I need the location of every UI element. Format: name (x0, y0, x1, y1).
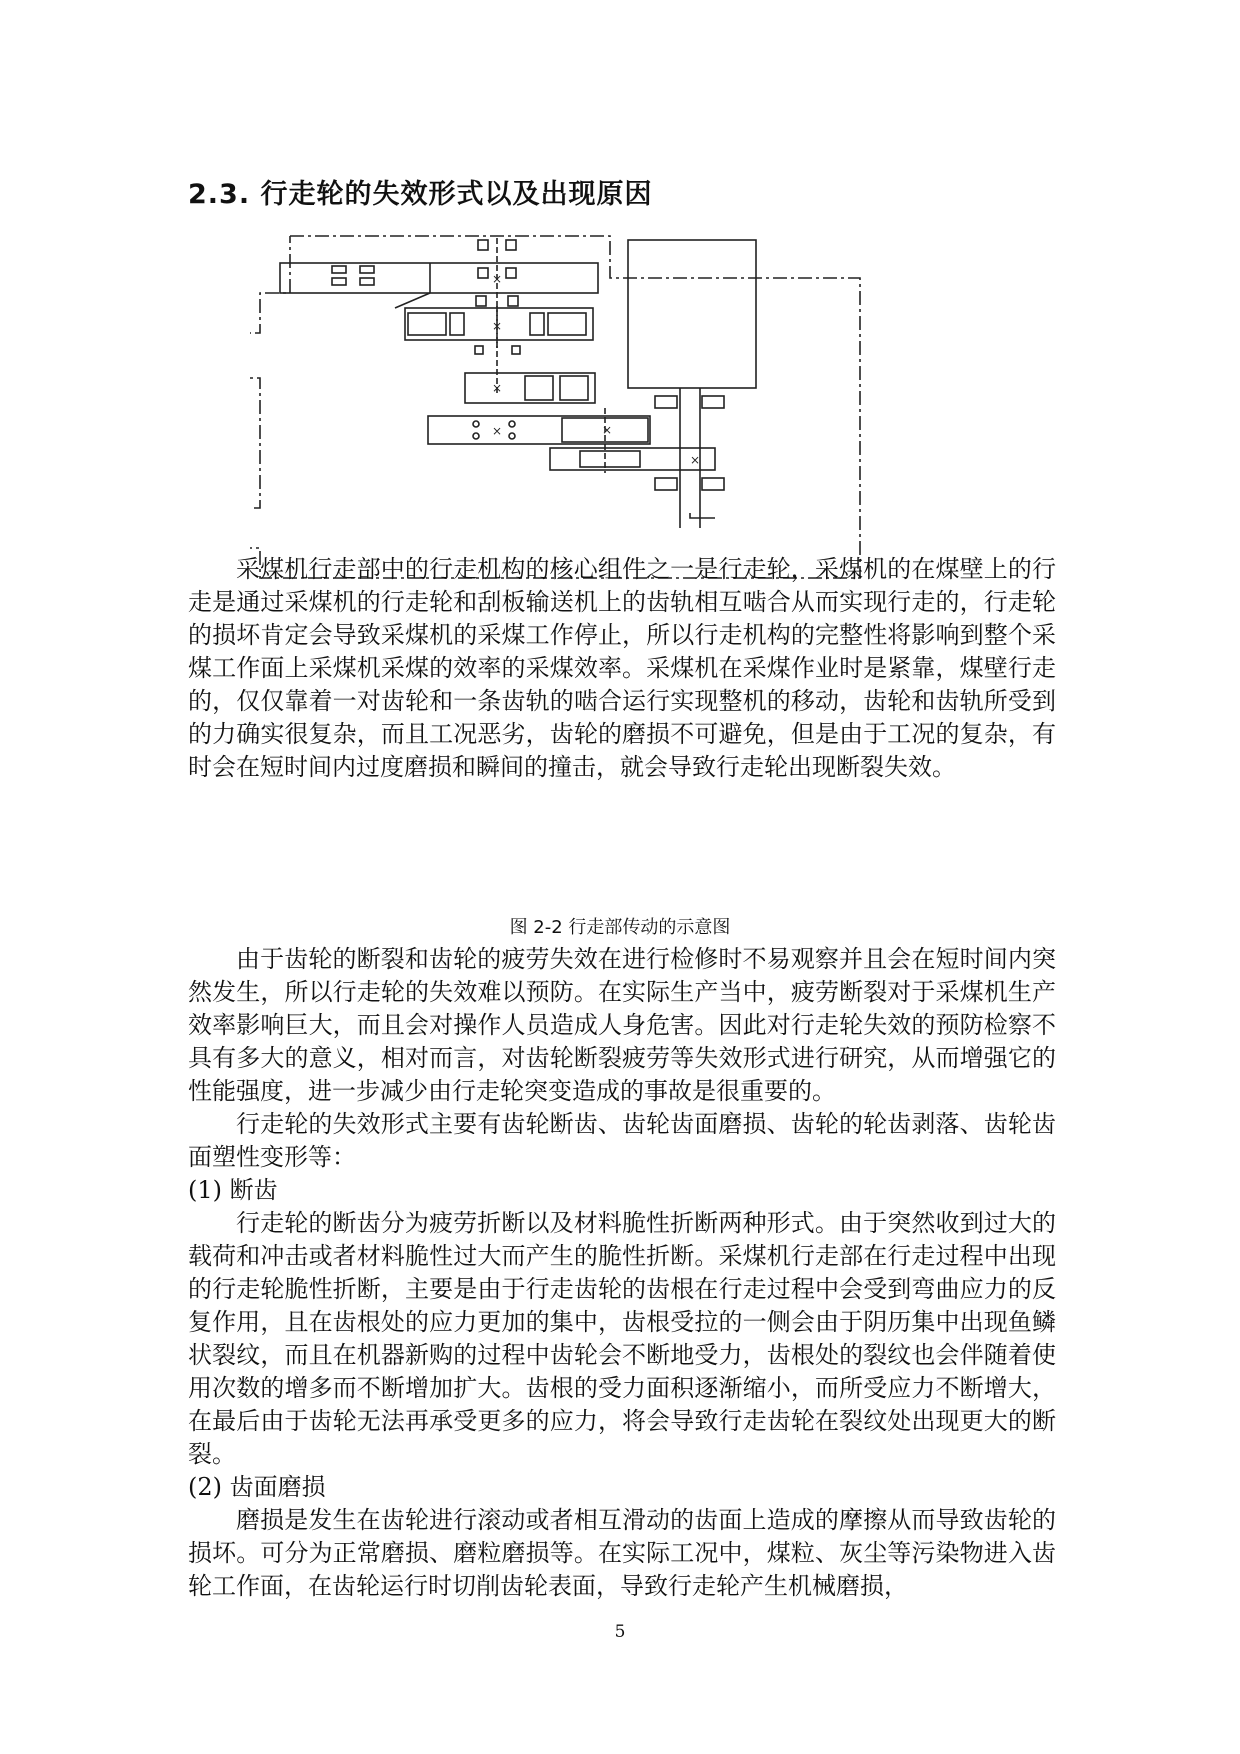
list-item-label: (1) 断齿 (188, 1176, 278, 1204)
svg-text:×: × (492, 272, 503, 286)
travel-drive-transmission-diagram (250, 228, 950, 588)
paragraph: 行走轮的断齿分为疲劳折断以及材料脆性折断两种形式。由于突然收到过大的载荷和冲击或者材料脆性过大而产生的脆性折断。采煤机行走部在行走过程中出现的行走轮脆性折断，主要是由于行走齿轮的齿根在行走过程中会受到弯曲应力的反复作用，且在齿根处的应力更加的集中，齿根受拉的一侧会由于阴历集中出现鱼鳞状裂纹，而且在机器新购的过程中齿轮会不断地受力，齿根处的裂纹也会伴随着使用次数的增多而不断增加扩大。齿根的受力面积逐渐缩小，而所受应力不断增大，在最后由于齿轮无法再承受更多的应力，将会导致行走齿轮在裂纹处出现更大的断裂。 (188, 1209, 1056, 1468)
svg-text:×: × (492, 319, 503, 333)
second-gear-stage (395, 293, 593, 393)
third-gear-stage (465, 373, 595, 403)
page-number: 5 (614, 1622, 626, 1642)
paragraph: 由于齿轮的断裂和齿轮的疲劳失效在进行检修时不易观察并且会在短时间内突然发生，所以行走轮的失效难以预防。在实际生产当中，疲劳断裂对于采煤机生产效率影响巨大，而且会对操作人员造成人身危害。因此对行走轮失效的预防检察不具有多大的意义，相对而言，对齿轮断裂疲劳等失效形式进行研究，从而增强它的性能强度，进一步减少由行走轮突变造成的事故是很重要的。 (188, 945, 1056, 1105)
paragraph: 磨损是发生在齿轮进行滚动或者相互滑动的齿面上造成的摩擦从而导致齿轮的损坏。可分为正常磨损、磨粒磨损等。在实际工况中，煤粒、灰尘等污染物进入齿轮工作面，在齿轮运行时切削齿轮表面，导致行走轮产生机械磨损， (188, 1506, 1056, 1600)
paragraph: 采煤机行走部中的行走机构的核心组件之一是行走轮，采煤机的在煤壁上的行走是通过采煤机的行走轮和刮板输送机上的齿轨相互啮合从而实现行走的，行走轮的损坏肯定会导致采煤机的采煤工作停止，所以行走机构的完整性将影响到整个采煤工作面上采煤机采煤的效率的采煤效率。采煤机在采煤作业时是紧靠，煤壁行走的，仅仅靠着一对齿轮和一条齿轨的啮合运行实现整机的移动，齿轮和齿轨所受到的力确实很复杂，而且工况恶劣，齿轮的磨损不可避免，但是由于工况的复杂，有时会在短时间内过度磨损和瞬间的撞击，就会导致行走轮出现断裂失效。 (188, 555, 1056, 781)
paragraph-block-2 (188, 943, 1056, 1603)
motor-block (628, 240, 756, 528)
housing-outline (250, 236, 860, 578)
top-gear-shaft (280, 238, 598, 348)
svg-text:×: × (492, 381, 503, 395)
paragraph: 行走轮的失效形式主要有齿轮断齿、齿轮齿面磨损、齿轮的轮齿剥落、齿轮齿面塑性变形等： (188, 1110, 1056, 1171)
svg-text:×: × (492, 424, 503, 438)
svg-text:×: × (602, 423, 613, 437)
svg-text:×: × (690, 453, 701, 467)
section-heading: 2.3. 行走轮的失效形式以及出现原因 (188, 179, 653, 210)
list-item-label: (2) 齿面磨损 (188, 1473, 326, 1501)
figure-caption: 图 2-2 行走部传动的示意图 (509, 917, 731, 938)
fourth-gear-stage (428, 416, 650, 444)
paragraph-block-1 (188, 553, 1056, 784)
